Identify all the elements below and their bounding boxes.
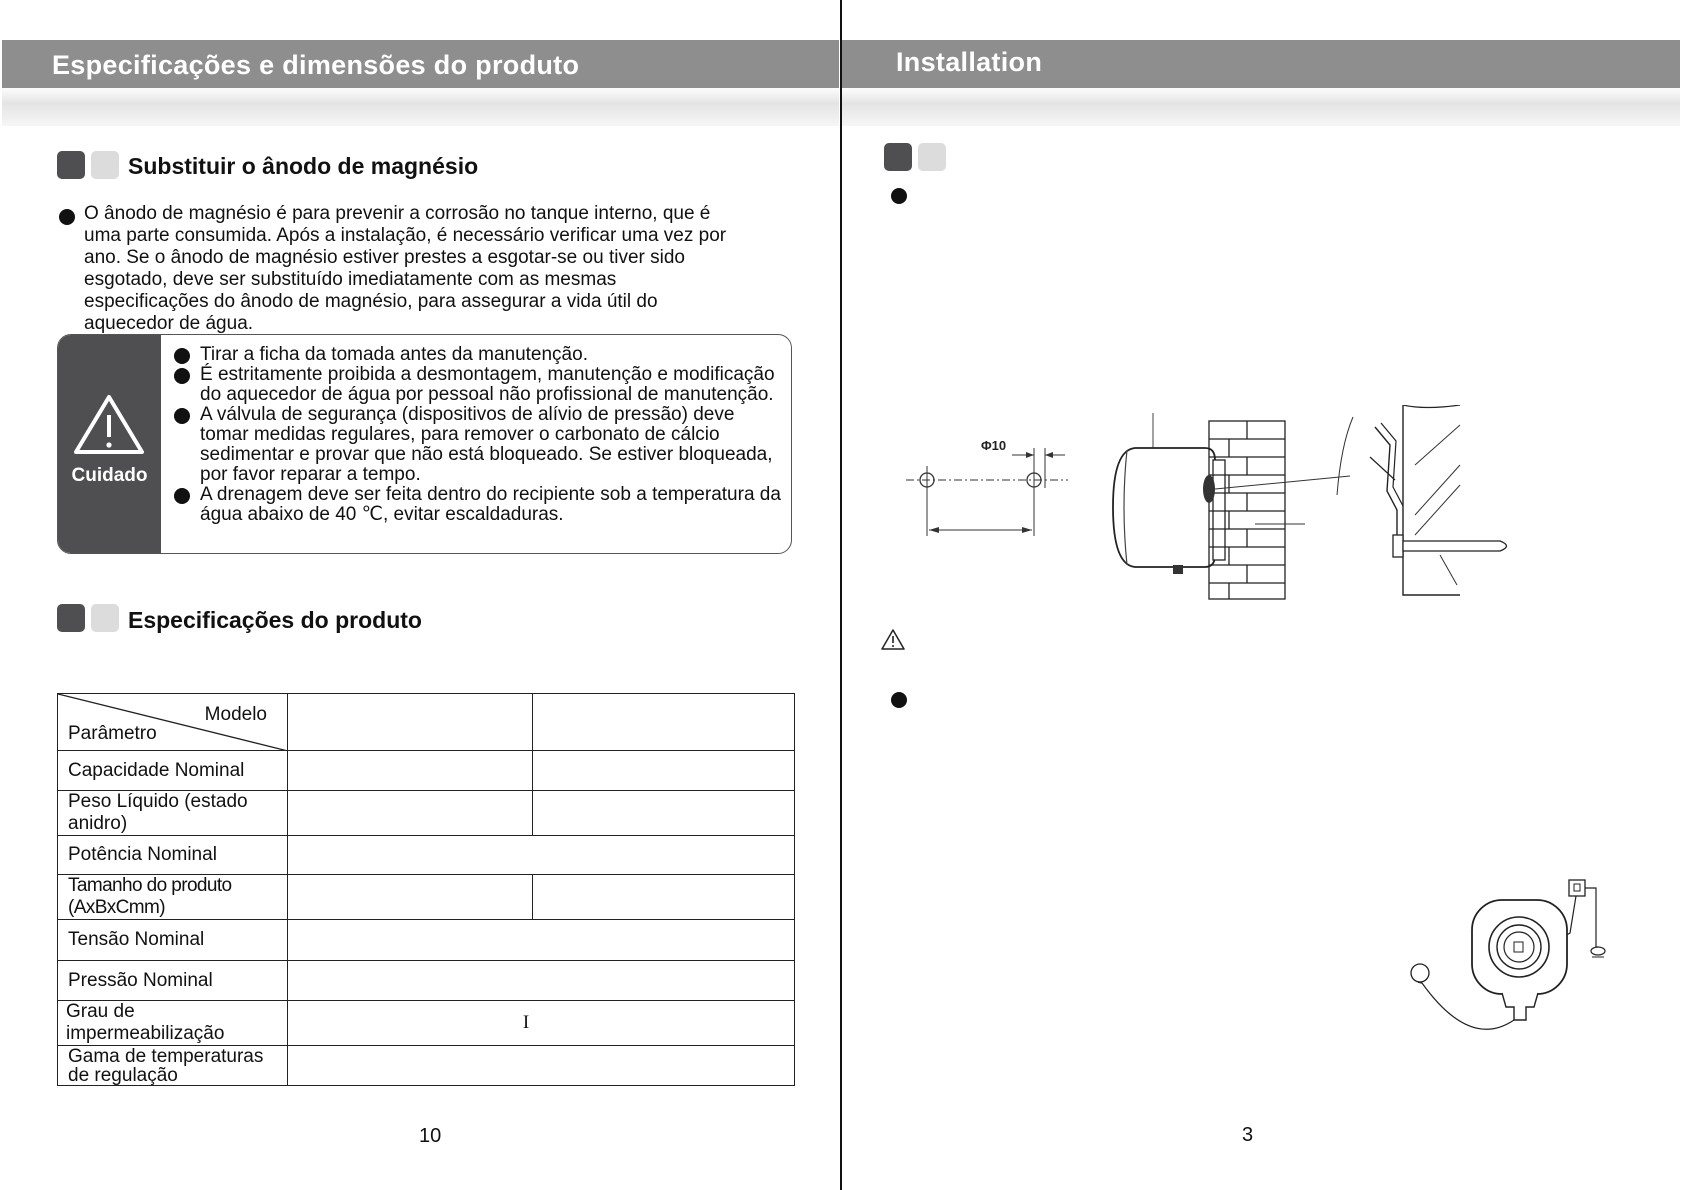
table-corner-cell <box>58 694 288 751</box>
waterproof-value: I <box>288 1001 795 1046</box>
caution-item <box>174 405 786 485</box>
spec-table <box>57 693 795 1086</box>
bullet-icon <box>174 348 190 364</box>
row-label: Grau de impermeabilização <box>58 1001 288 1046</box>
paragraph-line: uma parte consumida. Após a instalação, é necessário verificar uma vez por <box>84 225 727 246</box>
caution-item <box>174 365 786 405</box>
section-marker-dark <box>57 151 85 179</box>
table-cell <box>533 791 795 836</box>
table-cell <box>288 836 795 875</box>
table-cell <box>288 875 533 920</box>
heater-wall-mount-figure <box>1105 405 1525 605</box>
right-page-number: 3 <box>1242 1124 1254 1146</box>
caution-item-text: É estritamente proibida a desmontagem, manutenção e modificação do aquecedor de água por pessoal não profissional de manutenção. <box>200 364 775 405</box>
right-header-bar <box>842 40 1680 88</box>
dimension-label: Φ10 <box>981 438 1007 453</box>
section-marker-light <box>91 151 119 179</box>
table-row <box>58 875 795 920</box>
section-title-anode: Substituir o ânodo de magnésio <box>128 153 479 179</box>
bullet-icon <box>174 408 190 424</box>
left-header-title: Especificações e dimensões do produto <box>52 50 580 80</box>
bullet-icon <box>891 188 907 204</box>
bullet-icon <box>174 488 190 504</box>
row-label: Tensão Nominal <box>58 920 288 961</box>
paragraph-line: especificações do ânodo de magnésio, para assegurar a vida útil do <box>84 291 658 312</box>
mounting-hole-dimension-figure <box>900 430 1080 545</box>
heater-shower-figure <box>1410 875 1625 1045</box>
table-row <box>58 920 795 961</box>
section-marker-dark <box>57 604 85 632</box>
section-marker-light <box>918 143 946 171</box>
paragraph-line: esgotado, deve ser substituído imediatamente com as mesmas <box>84 269 617 290</box>
header-model: Modelo <box>204 704 267 725</box>
caution-sidebar <box>58 335 161 553</box>
table-row <box>58 1046 795 1086</box>
left-header-fade <box>2 88 839 126</box>
row-label-line: de regulação <box>68 1064 178 1086</box>
table-cell <box>533 875 795 920</box>
table-cell <box>288 1046 795 1086</box>
caution-label: Cuidado <box>71 465 148 486</box>
page-divider <box>840 0 842 1190</box>
row-label: Potência Nominal <box>58 836 288 875</box>
header-param: Parâmetro <box>68 723 157 744</box>
warning-triangle-icon <box>58 335 161 554</box>
table-cell <box>533 694 795 751</box>
section-marker-dark <box>884 143 912 171</box>
table-header-row <box>58 694 795 751</box>
table-cell <box>533 751 795 791</box>
caution-item-text: Tirar a ficha da tomada antes da manutenção. <box>200 344 588 365</box>
caution-item-text: A drenagem deve ser feita dentro do recipiente sob a temperatura da água abaixo de 40 ℃, evitar escaldaduras. <box>200 484 781 525</box>
anode-paragraph <box>84 203 726 335</box>
row-label: Peso Líquido (estado anidro) <box>58 791 288 836</box>
row-label: Capacidade Nominal <box>58 751 288 791</box>
table-row <box>58 961 795 1001</box>
paragraph-line: aquecedor de água. <box>84 313 254 334</box>
table-row <box>58 836 795 875</box>
table-cell <box>288 751 533 791</box>
right-header-title: Installation <box>896 47 1043 77</box>
section-marker-light <box>91 604 119 632</box>
table-cell <box>288 961 795 1001</box>
table-cell <box>288 791 533 836</box>
row-label: Tamanho do produto (AxBxCmm) <box>58 875 288 920</box>
left-page-number: 10 <box>419 1125 442 1147</box>
paragraph-line: O ânodo de magnésio é para prevenir a corrosão no tanque interno, que é <box>84 203 711 224</box>
table-row <box>58 751 795 791</box>
caution-item-text: A válvula de segurança (dispositivos de alívio de pressão) deve tomar medidas regulares, para remover o carbonato de cálcio sedimentar e provar que não está bloqueado. Se estiver bloqueada, por favor reparar a tempo. <box>200 404 773 485</box>
bullet-icon <box>59 209 75 225</box>
paragraph-line: ano. Se o ânodo de magnésio estiver prestes a esgotar-se ou tiver sido <box>84 247 685 268</box>
table-row <box>58 791 795 836</box>
row-label: Pressão Nominal <box>58 961 288 1001</box>
caution-item <box>174 485 786 525</box>
warning-icon <box>880 628 906 652</box>
row-label <box>58 1046 288 1086</box>
table-cell <box>288 920 795 961</box>
bullet-icon <box>174 368 190 384</box>
table-cell <box>288 694 533 751</box>
section-title-specs: Especificações do produto <box>128 607 422 633</box>
row-label-line: Gama de temperaturas <box>68 1045 264 1067</box>
caution-list <box>174 345 786 525</box>
caution-box <box>57 334 792 554</box>
right-header-fade <box>842 88 1680 126</box>
caution-item <box>174 345 786 365</box>
left-header-bar <box>2 40 839 88</box>
table-row <box>58 1001 795 1046</box>
bullet-icon <box>891 692 907 708</box>
